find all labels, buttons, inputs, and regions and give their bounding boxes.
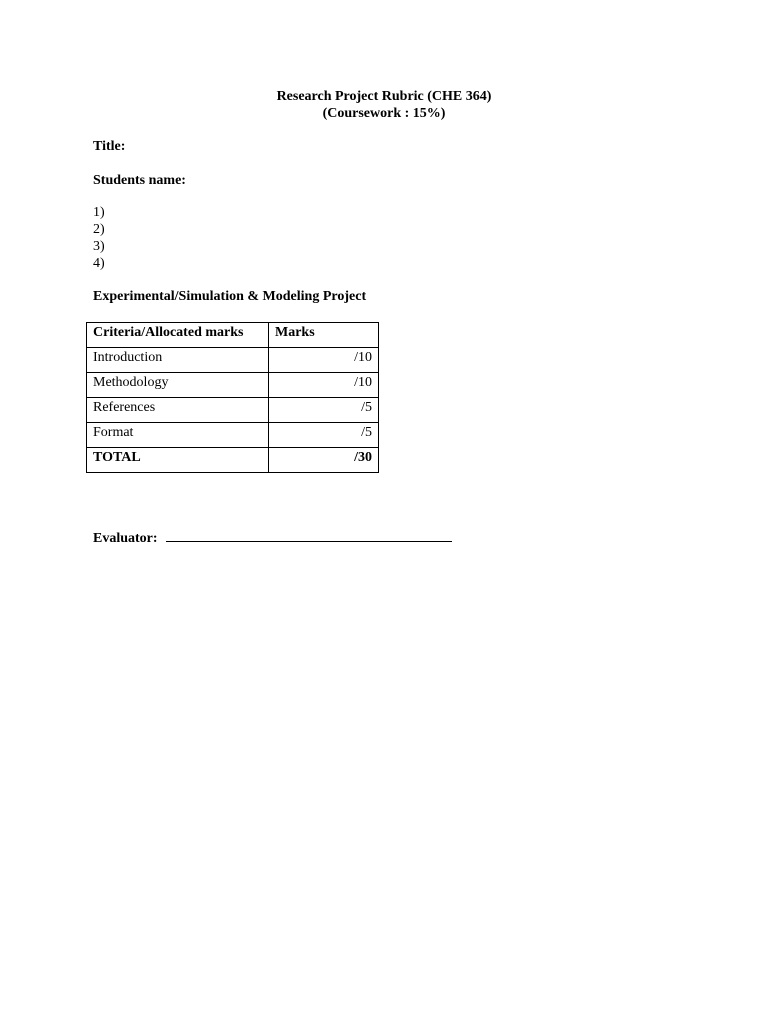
table-row [87, 398, 379, 423]
table-row [87, 423, 379, 448]
criteria-cell: Introduction [87, 348, 269, 373]
student-entry: 3) [93, 239, 105, 254]
marks-cell: /10 [269, 373, 379, 398]
header-criteria: Criteria/Allocated marks [87, 323, 269, 348]
document-heading [0, 88, 768, 122]
table-header-row [87, 323, 379, 348]
section-title: Experimental/Simulation & Modeling Project [93, 289, 367, 304]
marks-cell: /5 [269, 398, 379, 423]
title-label: Title: [93, 139, 126, 154]
table-total-row [87, 448, 379, 473]
rubric-table [86, 322, 379, 473]
student-entry: 2) [93, 222, 105, 237]
evaluator-label: Evaluator: [93, 531, 158, 546]
criteria-cell: References [87, 398, 269, 423]
document-subtitle: (Coursework : 15%) [322, 106, 446, 121]
evaluator-signature-line [166, 528, 452, 542]
criteria-cell: Methodology [87, 373, 269, 398]
criteria-cell: Format [87, 423, 269, 448]
table-row [87, 348, 379, 373]
total-label: TOTAL [87, 448, 269, 473]
student-entry: 1) [93, 205, 105, 220]
marks-cell: /10 [269, 348, 379, 373]
students-name-label: Students name: [93, 173, 186, 188]
total-marks: /30 [269, 448, 379, 473]
student-list [93, 204, 105, 272]
table-row [87, 373, 379, 398]
student-entry: 4) [93, 256, 105, 271]
marks-cell: /5 [269, 423, 379, 448]
evaluator-field [93, 528, 452, 547]
document-title: Research Project Rubric (CHE 364) [276, 89, 492, 104]
header-marks: Marks [269, 323, 379, 348]
